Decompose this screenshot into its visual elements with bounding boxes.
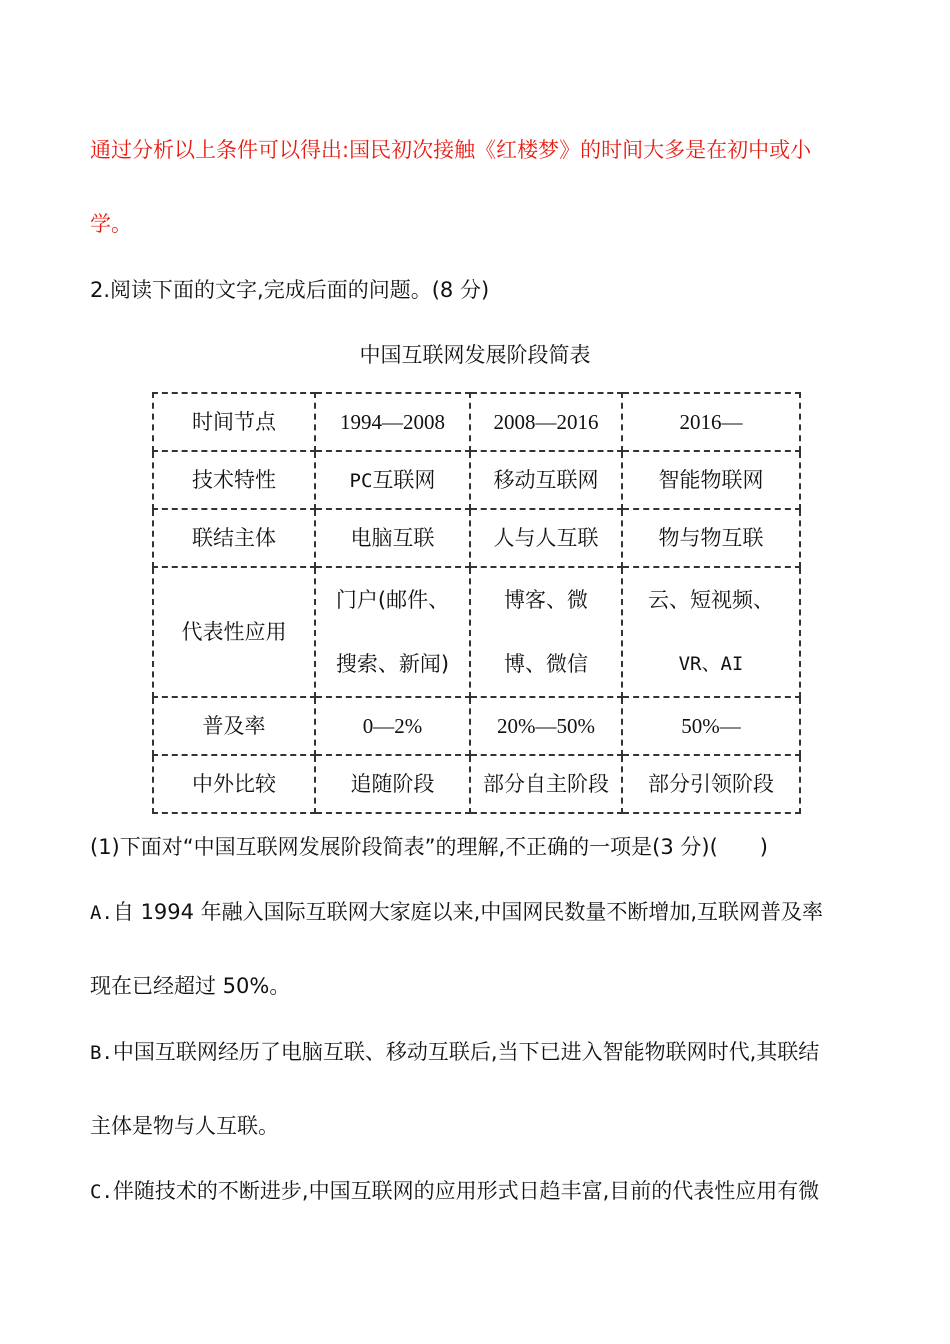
option-b-line-2: 主体是物与人互联。 <box>90 1114 279 1138</box>
option-b-line-1 <box>90 1037 819 1068</box>
table-row-comparison <box>153 755 800 813</box>
conclusion-line-2: 学。 <box>90 212 132 236</box>
table-cell <box>470 567 622 697</box>
cell-text: 互联网 <box>372 467 436 492</box>
option-letter: A. <box>90 902 113 924</box>
cell-line: 门户(邮件、 <box>335 588 450 612</box>
option-c-line-1 <box>90 1176 819 1207</box>
cell-line: 搜索、新闻) <box>335 652 450 676</box>
option-text: 伴随技术的不断进步,中国互联网的应用形式日趋丰富,目前的代表性应用有微 <box>112 1179 820 1203</box>
question-2-prompt: 2.阅读下面的文字,完成后面的问题。(8 分) <box>90 278 490 302</box>
table-row-header <box>153 393 800 451</box>
header-cell: 2016— <box>622 393 800 451</box>
option-letter: C. <box>90 1181 113 1203</box>
option-letter: B. <box>90 1042 113 1064</box>
cell-line: VR、AI <box>678 653 744 675</box>
table-row-subject <box>153 509 800 567</box>
table-cell: 移动互联网 <box>470 451 622 509</box>
table-cell <box>622 567 800 697</box>
option-text: 中国互联网经历了电脑互联、移动互联后,当下已进入智能物联网时代,其联结 <box>112 1040 820 1064</box>
header-cell: 1994—2008 <box>315 393 470 451</box>
row-label: 普及率 <box>153 697 315 755</box>
cell-line: 博客、微 <box>504 588 588 612</box>
pc-prefix: PC <box>349 469 373 492</box>
table-cell <box>315 451 470 509</box>
table-cell: 电脑互联 <box>315 509 470 567</box>
table-title: 中国互联网发展阶段简表 <box>359 343 591 367</box>
table-cell: 0—2% <box>315 697 470 755</box>
row-label: 时间节点 <box>153 393 315 451</box>
table-cell: 50%— <box>622 697 800 755</box>
table-cell: 人与人互联 <box>470 509 622 567</box>
table-row-tech <box>153 451 800 509</box>
row-label: 联结主体 <box>153 509 315 567</box>
table-cell: 追随阶段 <box>315 755 470 813</box>
conclusion-line-1: 通过分析以上条件可以得出:国民初次接触《红楼梦》的时间大多是在初中或小 <box>90 138 812 162</box>
row-label: 中外比较 <box>153 755 315 813</box>
internet-stages-table <box>152 392 801 814</box>
sub-question-stem: (1)下面对“中国互联网发展阶段简表”的理解,不正确的一项是(3 分)( ) <box>90 835 768 859</box>
table-row-penetration <box>153 697 800 755</box>
table-cell <box>315 567 470 697</box>
table-cell: 物与物互联 <box>622 509 800 567</box>
option-a-line-1 <box>90 897 823 928</box>
table-cell: 智能物联网 <box>622 451 800 509</box>
option-text: 自 1994 年融入国际互联网大家庭以来,中国网民数量不断增加,互联网普及率 <box>112 900 824 924</box>
row-label: 代表性应用 <box>153 567 315 697</box>
table-row-applications <box>153 567 800 697</box>
table-cell: 部分引领阶段 <box>622 755 800 813</box>
cell-line: 云、短视频、 <box>648 588 774 612</box>
table-cell: 部分自主阶段 <box>470 755 622 813</box>
table-cell: 20%—50% <box>470 697 622 755</box>
row-label: 技术特性 <box>153 451 315 509</box>
cell-line: 博、微信 <box>504 652 588 676</box>
header-cell: 2008—2016 <box>470 393 622 451</box>
option-a-line-2: 现在已经超过 50%。 <box>90 974 291 998</box>
